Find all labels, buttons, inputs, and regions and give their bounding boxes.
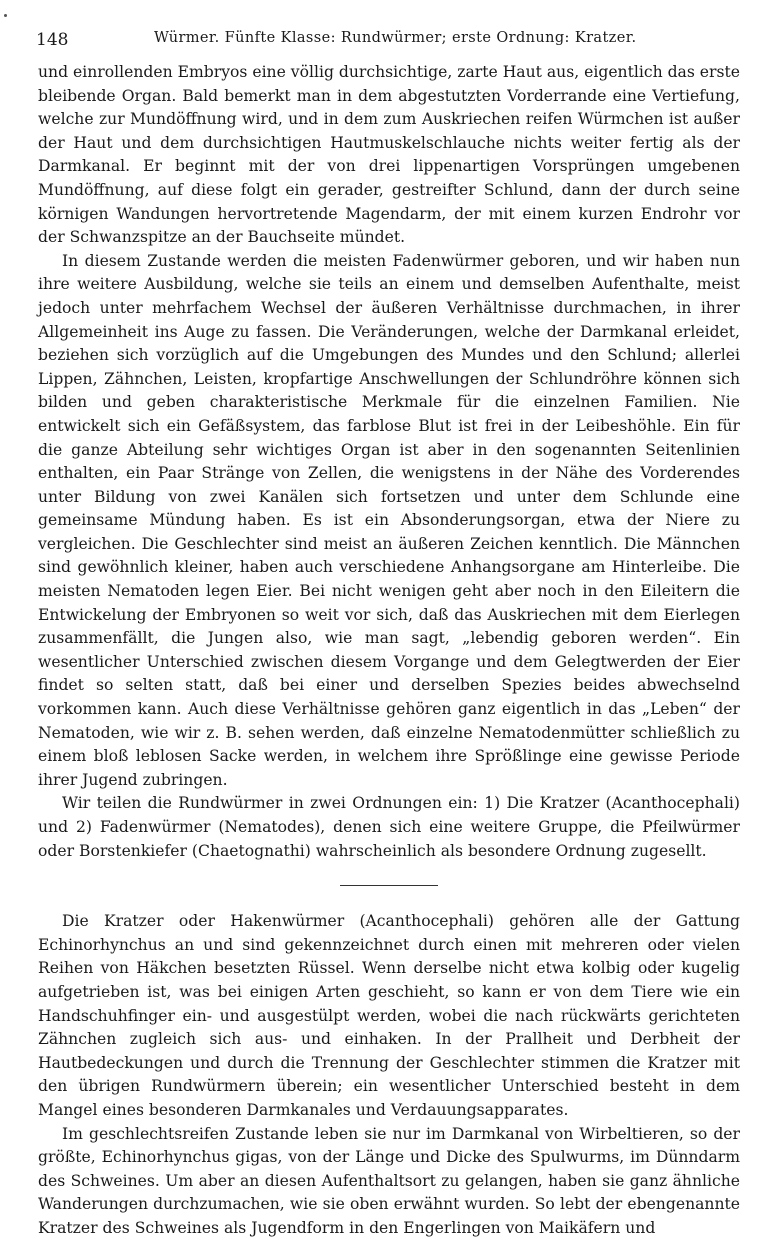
running-head: Würmer. Fünfte Klasse: Rundwürmer; erste Ordnung: Kratzer. [154,30,637,46]
paragraph-continued: und einrollenden Embryos eine völlig durchsichtige, zarte Haut aus, eigentlich das erste bleibende Organ. Bald bemerkt man in dem abgestutzten Vorderrande eine Vertiefung, welche zur Mundöffnung wird, und in dem zum Auskriechen reifen Würmchen ist außer der Haut und dem durchsichtigen Hautmuskelschlauche nichts weiter fertig als der Darmkanal. Er beginnt mit der von drei lippenartigen Vorsprüngen umgebenen Mundöffnung, auf diese folgt ein gerader, gestreifter Schlund, dann der durch seine körnigen Wandungen hervortretende Magendarm, der mit einem kurzen Endrohr vor der Schwanzspitze an der Bauchseite mündet. [38,63,740,247]
section-divider [340,885,438,886]
page-number: 148 [36,30,69,50]
page-header [36,24,746,54]
paragraph: In diesem Zustande werden die meisten Fadenwürmer geboren, und wir haben nun ihre weitere Ausbildung, welche sie teils an einem und demselben Aufenthalte, meist jedoch unter mehrfachem Wechsel der äußeren Verhältnisse durchmachen, in ihrer Allgemeinheit ins Auge zu fassen. Die Veränderungen, welche der Darmkanal erleidet, beziehen sich vorzüglich auf die Umgebungen des Mundes und den Schlund; allerlei Lippen, Zähnchen, Leisten, kropfartige Anschwellungen der Schlundröhre können sich bilden und geben charakteristische Merkmale für die einzelnen Familien. Nie entwickelt sich ein Gefäßsystem, das farblose Blut ist frei in der Leibeshöhle. Ein für die ganze Abteilung sehr wichtiges Organ ist aber in den sogenannten Seitenlinien enthalten, ein Paar Stränge von Zellen, die wenigstens in der Nähe des Vorderendes unter Bildung von zwei Kanälen sich fortsetzen und unter dem Schlunde eine gemeinsame Mündung haben. Es ist ein Absonderungsorgan, etwa der Niere zu vergleichen. Die Geschlechter sind meist an äußeren Zeichen kenntlich. Die Männchen sind gewöhnlich kleiner, haben auch verschiedene Anhangsorgane am Hinterleibe. Die meisten Nematoden legen Eier. Bei nicht wenigen geht aber noch in den Eileitern die Entwickelung der Embryonen so weit vor sich, daß das Auskriechen mit dem Eierlegen zusammenfällt, die Jungen also, wie man sagt, „lebendig geboren werden“. Ein wesentlicher Unterschied zwischen diesem Vorgange und dem Gelegtwerden der Eier findet so selten statt, daß bei einer und derselben Spezies beides abwechselnd vorkommen kann. Auch diese Verhältnisse gehören ganz eigentlich in das „Leben“ der Nematoden, wie wir z. B. sehen werden, daß einzelne Nematodenmütter schließlich zu einem bloß leblosen Sacke werden, in welchem ihre Sprößlinge eine gewisse Periode ihrer Jugend zubringen. [38,251,740,789]
paragraph-orders: Wir teilen die Rundwürmer in zwei Ordnungen ein: 1) Die Kratzer (Acanthocephali) und 2) Fadenwürmer (Nematodes), denen sich eine weitere Gruppe, die Pfeilwürmer oder Borstenkiefer (Chaetognathi) wahrscheinlich als besondere Ordnung zugesellt. [38,794,740,860]
body-text [38,61,740,1241]
paragraph: Im geschlechtsreifen Zustande leben sie nur im Darmkanal von Wirbeltieren, so der größte, Echinorhynchus gigas, von der Länge und Dicke des Spulwurms, im Dünndarm des Schweines. Um aber an diesen Aufenthaltsort zu gelangen, haben sie ganz ähnliche Wanderungen durchzumachen, wie sie oben erwähnt wurden. So lebt der ebengenannte Kratzer des Schweines als Jugendform in den Engerlingen von Maikäfern und [38,1124,740,1237]
scan-speck [4,14,7,17]
paragraph-kratzer-intro: Die Kratzer oder Hakenwürmer (Acanthocephali) gehören alle der Gattung Echinorhynchus an und sind gekennzeichnet durch einen mit mehreren oder vielen Reihen von Häkchen besetzten Rüssel. Wenn derselbe nicht etwa kolbig oder kugelig aufgetrieben ist, was bei einigen Arten geschieht, so kann er von dem Tiere wie ein Handschuhfinger ein- und ausgestülpt werden, wobei die nach rückwärts gerichteten Zähnchen zugleich sich aus- und einhaken. In der Prallheit und Derbheit der Hautbedeckungen und durch die Trennung der Geschlechter stimmen die Kratzer mit den übrigen Rundwürmern überein; ein wesentlicher Unterschied besteht in dem Mangel eines besonderen Darmkanales und Verdauungsapparates. [38,912,740,1119]
